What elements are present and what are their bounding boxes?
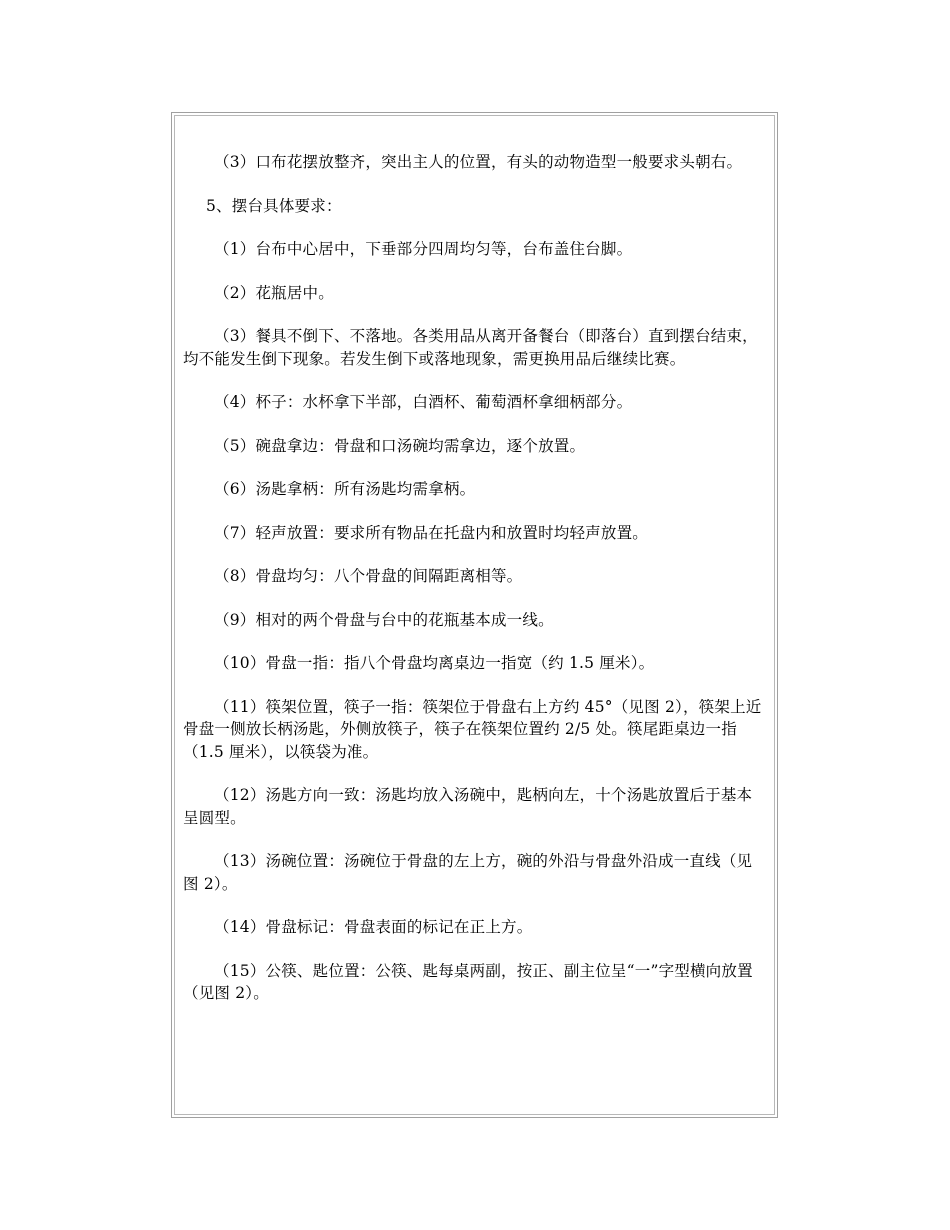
paragraph-soup-bowl: （13）汤碗位置：汤碗位于骨盘的左上方，碗的外沿与骨盘外沿成一直线（见图 2）。 — [183, 852, 753, 893]
paragraph-plate-finger-width: （10）骨盘一指：指八个骨盘均离桌边一指宽（约 1.5 厘米）。 — [214, 654, 655, 672]
paragraph-cups: （4）杯子：水杯拿下半部，白酒杯、葡萄酒杯拿细柄部分。 — [214, 393, 633, 411]
document-frame — [171, 112, 778, 1118]
paragraph-tablecloth: （1）台布中心居中，下垂部分四周均匀等，台布盖住台脚。 — [214, 240, 633, 258]
paragraph-vase: （2）花瓶居中。 — [214, 283, 334, 302]
paragraph-napkin-fold: （3）口布花摆放整齐，突出主人的位置，有头的动物造型一般要求头朝右。 — [214, 153, 743, 171]
paragraph-quiet-placement: （7）轻声放置：要求所有物品在托盘内和放置时均轻声放置。 — [214, 523, 648, 542]
paragraph-spoon-handle: （6）汤匙拿柄：所有汤匙均需拿柄。 — [214, 480, 476, 498]
paragraph-serving-chopsticks: （15）公筷、匙位置：公筷、匙每桌两副，按正、副主位呈“一”字型横向放置（见图 2）。 — [183, 961, 753, 1002]
paragraph-chopstick-rest: （11）筷架位置，筷子一指：筷架位于骨盘右上方约 45°（见图 2），筷架上近骨盘一侧放长柄汤匙，外侧放筷子，筷子在筷架位置约 2/5 处。筷尾距桌边一指（1.5 厘米），以筷袋为准。 — [183, 697, 762, 761]
section-heading-table-setting-requirements: 5、摆台具体要求： — [206, 196, 342, 215]
paragraph-plate-mark: （14）骨盘标记：骨盘表面的标记在正上方。 — [214, 918, 533, 936]
paragraph-plates-even: （8）骨盘均匀：八个骨盘的间隔距离相等。 — [214, 567, 523, 585]
paragraph-tableware-no-falling: （3）餐具不倒下、不落地。各类用品从离开备餐台（即落台）直到摆台结束，均不能发生倒下现象。若发生倒下或落地现象，需更换用品后继续比赛。 — [183, 327, 758, 368]
paragraph-spoon-direction: （12）汤匙方向一致：汤匙均放入汤碗中，匙柄向左，十个汤匙放置后于基本呈圆型。 — [183, 786, 753, 827]
paragraph-plates-edge: （5）碗盘拿边：骨盘和口汤碗均需拿边，逐个放置。 — [214, 436, 586, 455]
paragraph-plates-aligned: （9）相对的两个骨盘与台中的花瓶基本成一线。 — [214, 610, 554, 629]
document-body — [183, 151, 763, 1026]
